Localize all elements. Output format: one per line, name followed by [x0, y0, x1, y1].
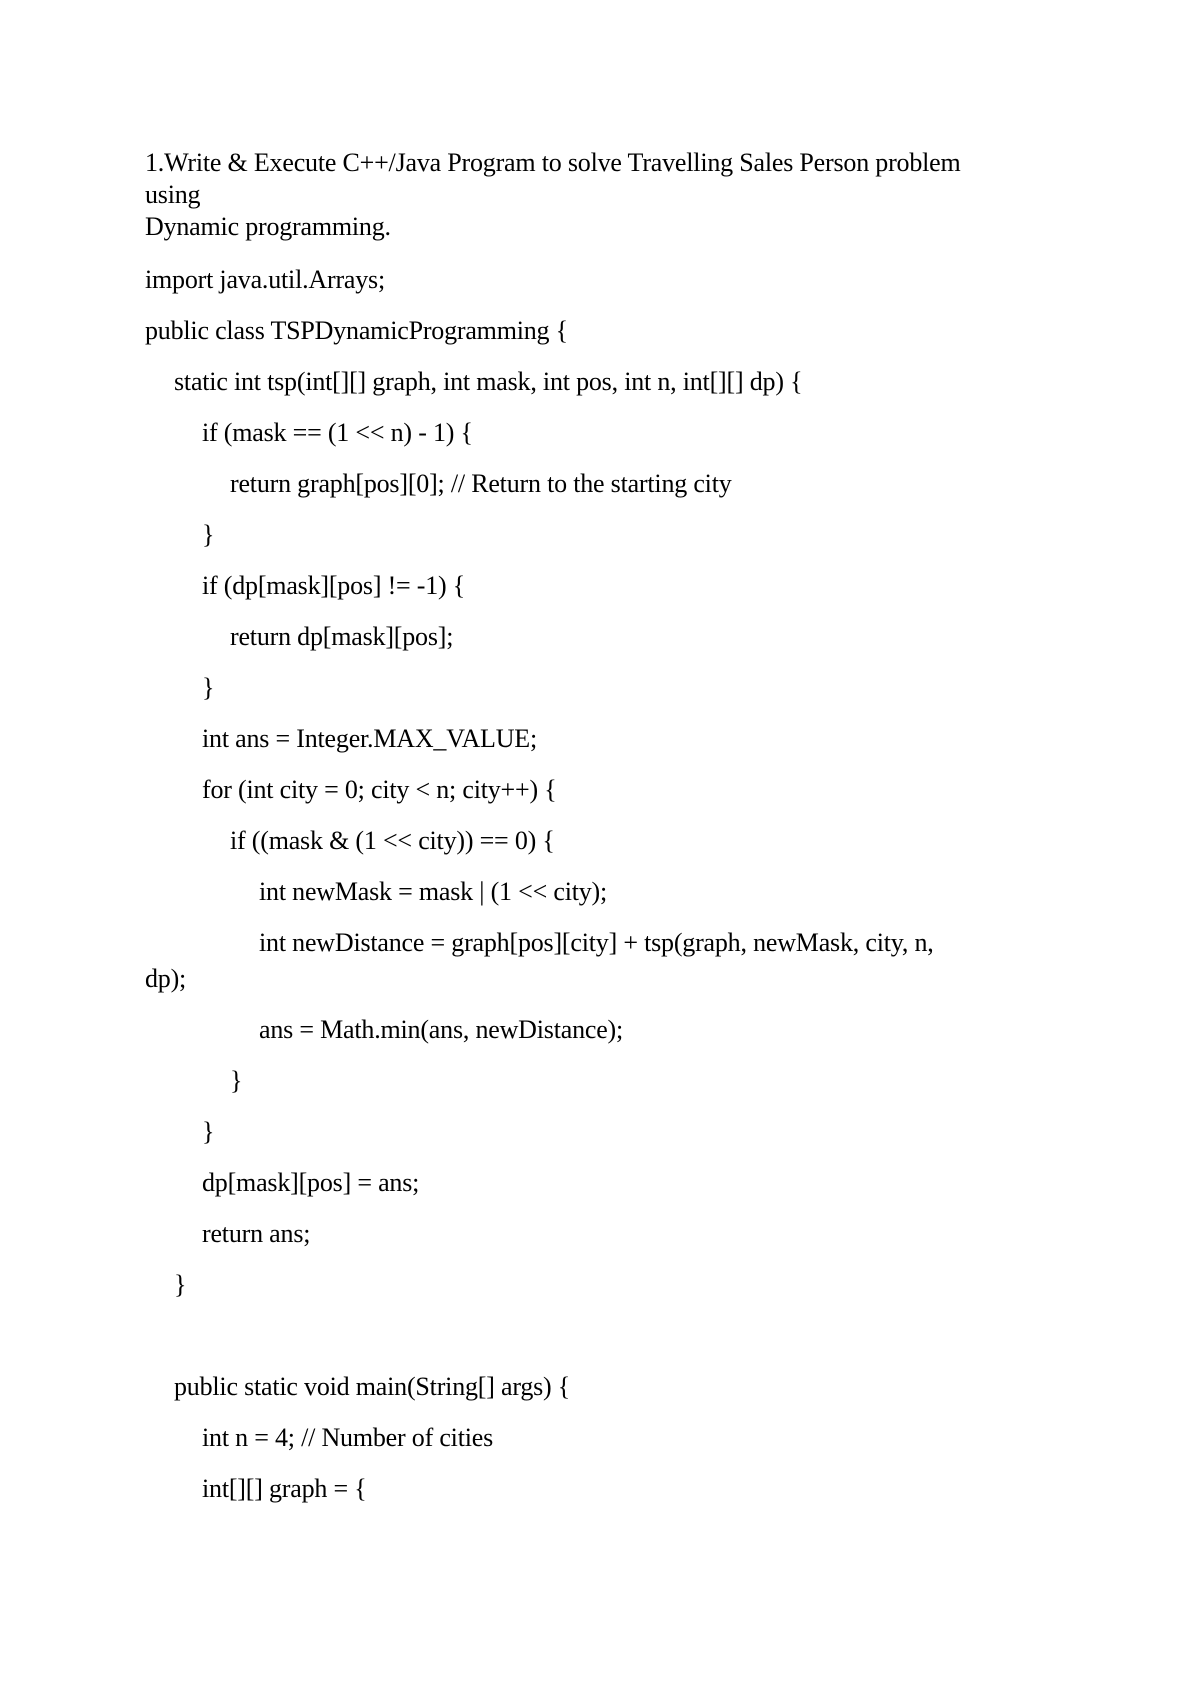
- code-line-new-distance-wrap: dp);: [145, 964, 187, 993]
- code-line-if-dp-check: if (dp[mask][pos] != -1) {: [202, 571, 466, 600]
- code-line-for-loop: for (int city = 0; city < n; city++) {: [202, 775, 557, 804]
- code-line-dp-assign: dp[mask][pos] = ans;: [202, 1168, 420, 1197]
- code-line-import: import java.util.Arrays;: [145, 265, 385, 294]
- heading-line-3: Dynamic programming.: [145, 212, 391, 241]
- code-line-close-brace: }: [202, 673, 215, 702]
- code-line-return-dp: return dp[mask][pos];: [230, 622, 454, 651]
- code-line-new-distance: int newDistance = graph[pos][city] + tsp(graph, newMask, city, n,: [259, 928, 934, 957]
- code-line-class-decl: public class TSPDynamicProgramming {: [145, 316, 568, 345]
- code-line-if-unvisited: if ((mask & (1 << city)) == 0) {: [230, 826, 555, 855]
- code-line-return-ans: return ans;: [202, 1219, 311, 1248]
- heading-line-2: using: [145, 180, 201, 209]
- code-line-close-brace: }: [174, 1270, 187, 1299]
- code-line-close-brace: }: [230, 1066, 243, 1095]
- code-line-new-mask: int newMask = mask | (1 << city);: [259, 877, 608, 906]
- code-line-tsp-signature: static int tsp(int[][] graph, int mask, int pos, int n, int[][] dp) {: [174, 367, 803, 396]
- code-line-main-signature: public static void main(String[] args) {: [174, 1372, 571, 1401]
- heading-line-1: 1.Write & Execute C++/Java Program to solve Travelling Sales Person problem: [145, 148, 961, 177]
- code-line-if-mask-full: if (mask == (1 << n) - 1) {: [202, 418, 473, 447]
- code-line-return-start: return graph[pos][0]; // Return to the starting city: [230, 469, 732, 498]
- code-line-ans-min: ans = Math.min(ans, newDistance);: [259, 1015, 624, 1044]
- code-line-close-brace: }: [202, 520, 215, 549]
- code-line-n-cities: int n = 4; // Number of cities: [202, 1423, 494, 1452]
- code-line-close-brace: }: [202, 1117, 215, 1146]
- code-line-graph-decl: int[][] graph = {: [202, 1474, 367, 1503]
- code-line-ans-init: int ans = Integer.MAX_VALUE;: [202, 724, 537, 753]
